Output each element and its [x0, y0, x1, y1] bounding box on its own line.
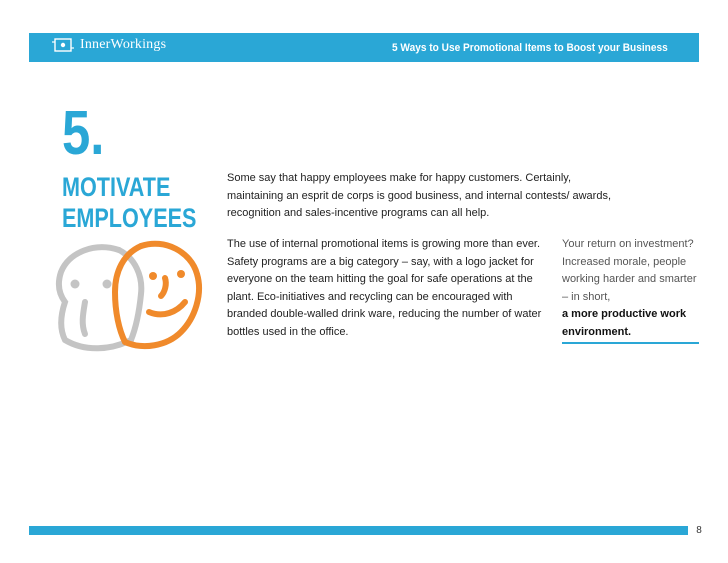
orange-face-eye-right [177, 270, 185, 278]
callout-text: Your return on investment? Increased morale, people working harder and smarter – in short, [562, 238, 697, 303]
grey-face-eye-left [71, 280, 80, 289]
section-heading-line-1: MOTIVATE [62, 172, 171, 202]
logo-mark-icon [52, 37, 74, 53]
callout-bold-text: a more productive work environment. [562, 308, 687, 338]
grey-face [59, 247, 141, 348]
page-number: 8 [696, 525, 702, 536]
section-number: 5. [62, 99, 105, 168]
orange-face-eye-left [149, 272, 157, 280]
main-paragraph: The use of internal promotional items is growing more than ever. Safety programs are a big category – say, with a logo jacket for everyone on the team hitting the goal for safe operations at the plant. Eco-initiatives and recycling can be encouraged with branded double-walled drink ware, reducing the number of water bottles used in the office. [227, 238, 542, 338]
callout [562, 236, 704, 342]
section-heading-line-2: EMPLOYEES [62, 203, 197, 233]
orange-face [115, 244, 199, 346]
logo [52, 37, 166, 53]
callout-rule [562, 342, 699, 344]
two-faces-icon [45, 232, 205, 352]
footer-bar [29, 526, 688, 535]
intro-paragraph: Some say that happy employees make for happy customers. Certainly, maintaining an esprit de corps is good business, and internal contests/ awards, recognition and sales-incentive programs can all help. [227, 172, 611, 220]
grey-face-eye-right [103, 280, 112, 289]
logo-text: InnerWorkings [80, 37, 167, 52]
section-heading [62, 172, 196, 234]
document-title: 5 Ways to Use Promotional Items to Boost your Business [392, 42, 668, 54]
